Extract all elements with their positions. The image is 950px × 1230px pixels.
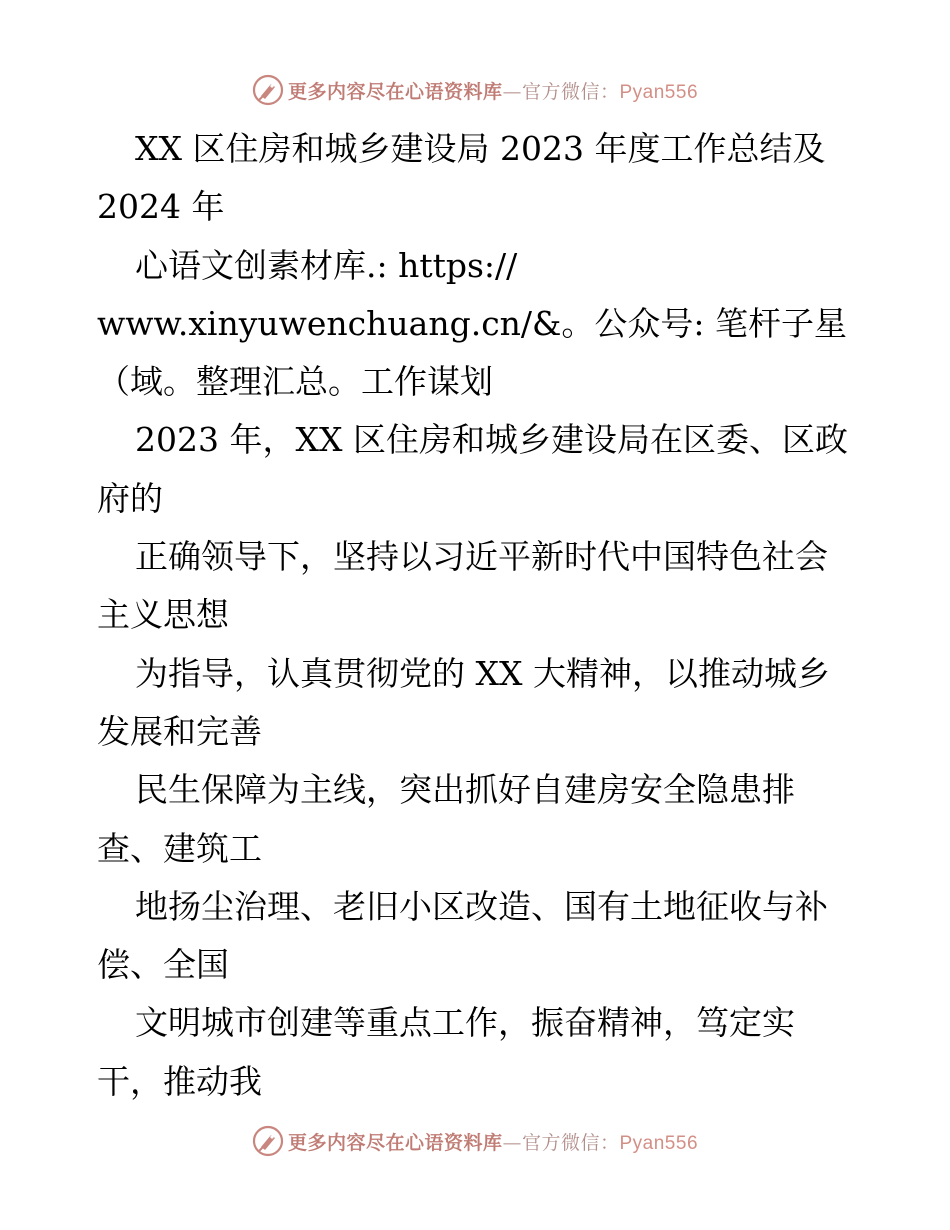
watermark-text [288,77,698,104]
pen-nib-logo-icon [252,1125,284,1157]
text-line: 主义思想 [97,595,229,635]
document-body [97,120,857,1111]
watermark-dash: — [502,80,522,103]
text-line: 2024 年 [97,187,225,227]
watermark-official: 官方微信： [521,1131,620,1154]
text-line: 2023 年，XX 区住房和城乡建设局在区委、区政 [135,420,848,460]
text-line: 发展和完善 [97,711,262,751]
watermark-official: 官方微信： [521,80,620,103]
text-line: 查、建筑工 [97,828,262,868]
pen-nib-logo-icon [252,74,284,106]
watermark-text [288,1128,698,1155]
watermark-wechat-id: Pyan556 [619,1132,699,1154]
text-line: www.xinyuwenchuang.cn/&。公众号: 笔杆子星 [97,303,848,343]
footer-watermark [0,1121,950,1161]
text-line: （域。整理汇总。工作谋划 [97,362,493,402]
watermark-brand: 更多内容尽在心语资料库 [287,1131,503,1154]
text-line: 府的 [97,478,163,518]
text-line: 心语文创素材库.: https:// [135,245,518,285]
text-line: 民生保障为主线，突出抓好自建房安全隐患排 [135,770,795,810]
header-watermark [0,70,950,110]
text-line: 干，推动我 [97,1061,262,1101]
text-line: 正确领导下，坚持以习近平新时代中国特色社会 [135,537,828,577]
watermark-group [252,74,698,106]
text-line: 为指导，认真贯彻党的 XX 大精神，以推动城乡 [135,653,830,693]
text-line: 偿、全国 [97,945,229,985]
text-line: 地扬尘治理、老旧小区改造、国有土地征收与补 [135,886,828,926]
text-line: XX 区住房和城乡建设局 2023 年度工作总结及 [135,129,826,168]
watermark-wechat-id: Pyan556 [619,81,699,103]
watermark-group [252,1125,698,1157]
watermark-dash: — [502,1131,522,1154]
text-line: 文明城市创建等重点工作，振奋精神，笃定实 [135,1003,795,1043]
watermark-brand: 更多内容尽在心语资料库 [287,80,503,103]
